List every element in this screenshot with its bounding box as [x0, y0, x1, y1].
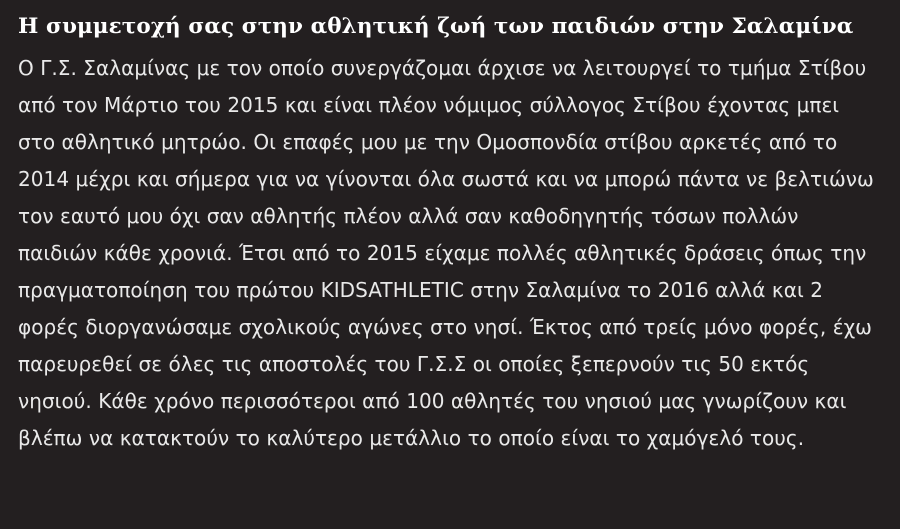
document-body-text: Ο Γ.Σ. Σαλαμίνας με τον οποίο συνεργάζομαι άρχισε να λειτουργεί το τμήμα Στίβου από τον Μάρτιο του 2015 και είναι πλέον νόμιμος σύλλογος Στίβου έχοντας μπει στο αθλητικό μητρώο. Οι επαφές μου με την Ομοσπονδία στίβου αρκετές από το 2014 μέχρι και σήμερα για να γίνονται όλα σωστά και να μπορώ πάντα νε βελτιώνω τον εαυτό μου όχι σαν αθλητής πλέον αλλά σαν καθοδηγητής τόσων πολλών παιδιών κάθε χρονιά. Έτσι από το 2015 είχαμε πολλές αθλητικές δράσεις όπως την πραγματοποίηση του πρώτου KIDSATHLETIC στην Σαλαμίνα το 2016 αλλά και 2 φορές διοργανώσαμε σχολικούς αγώνες στο νησί. Έκτος από τρείς μόνο φορές, έχω παρευρεθεί σε όλες τις αποστολές του Γ.Σ.Σ οι οποίες ξεπερνούν τις 50 εκτός νησιού. Κάθε χρόνο περισσότεροι από 100 αθλητές του νησιού μας γνωρίζουν και βλέπω να κατακτούν το καλύτερο μετάλλιο το οποίο είναι το χαμόγελό τους. [18, 55, 881, 450]
document-title: Η συμμετοχή σας στην αθλητική ζωή των παιδιών στην Σαλαμίνα [18, 14, 854, 39]
